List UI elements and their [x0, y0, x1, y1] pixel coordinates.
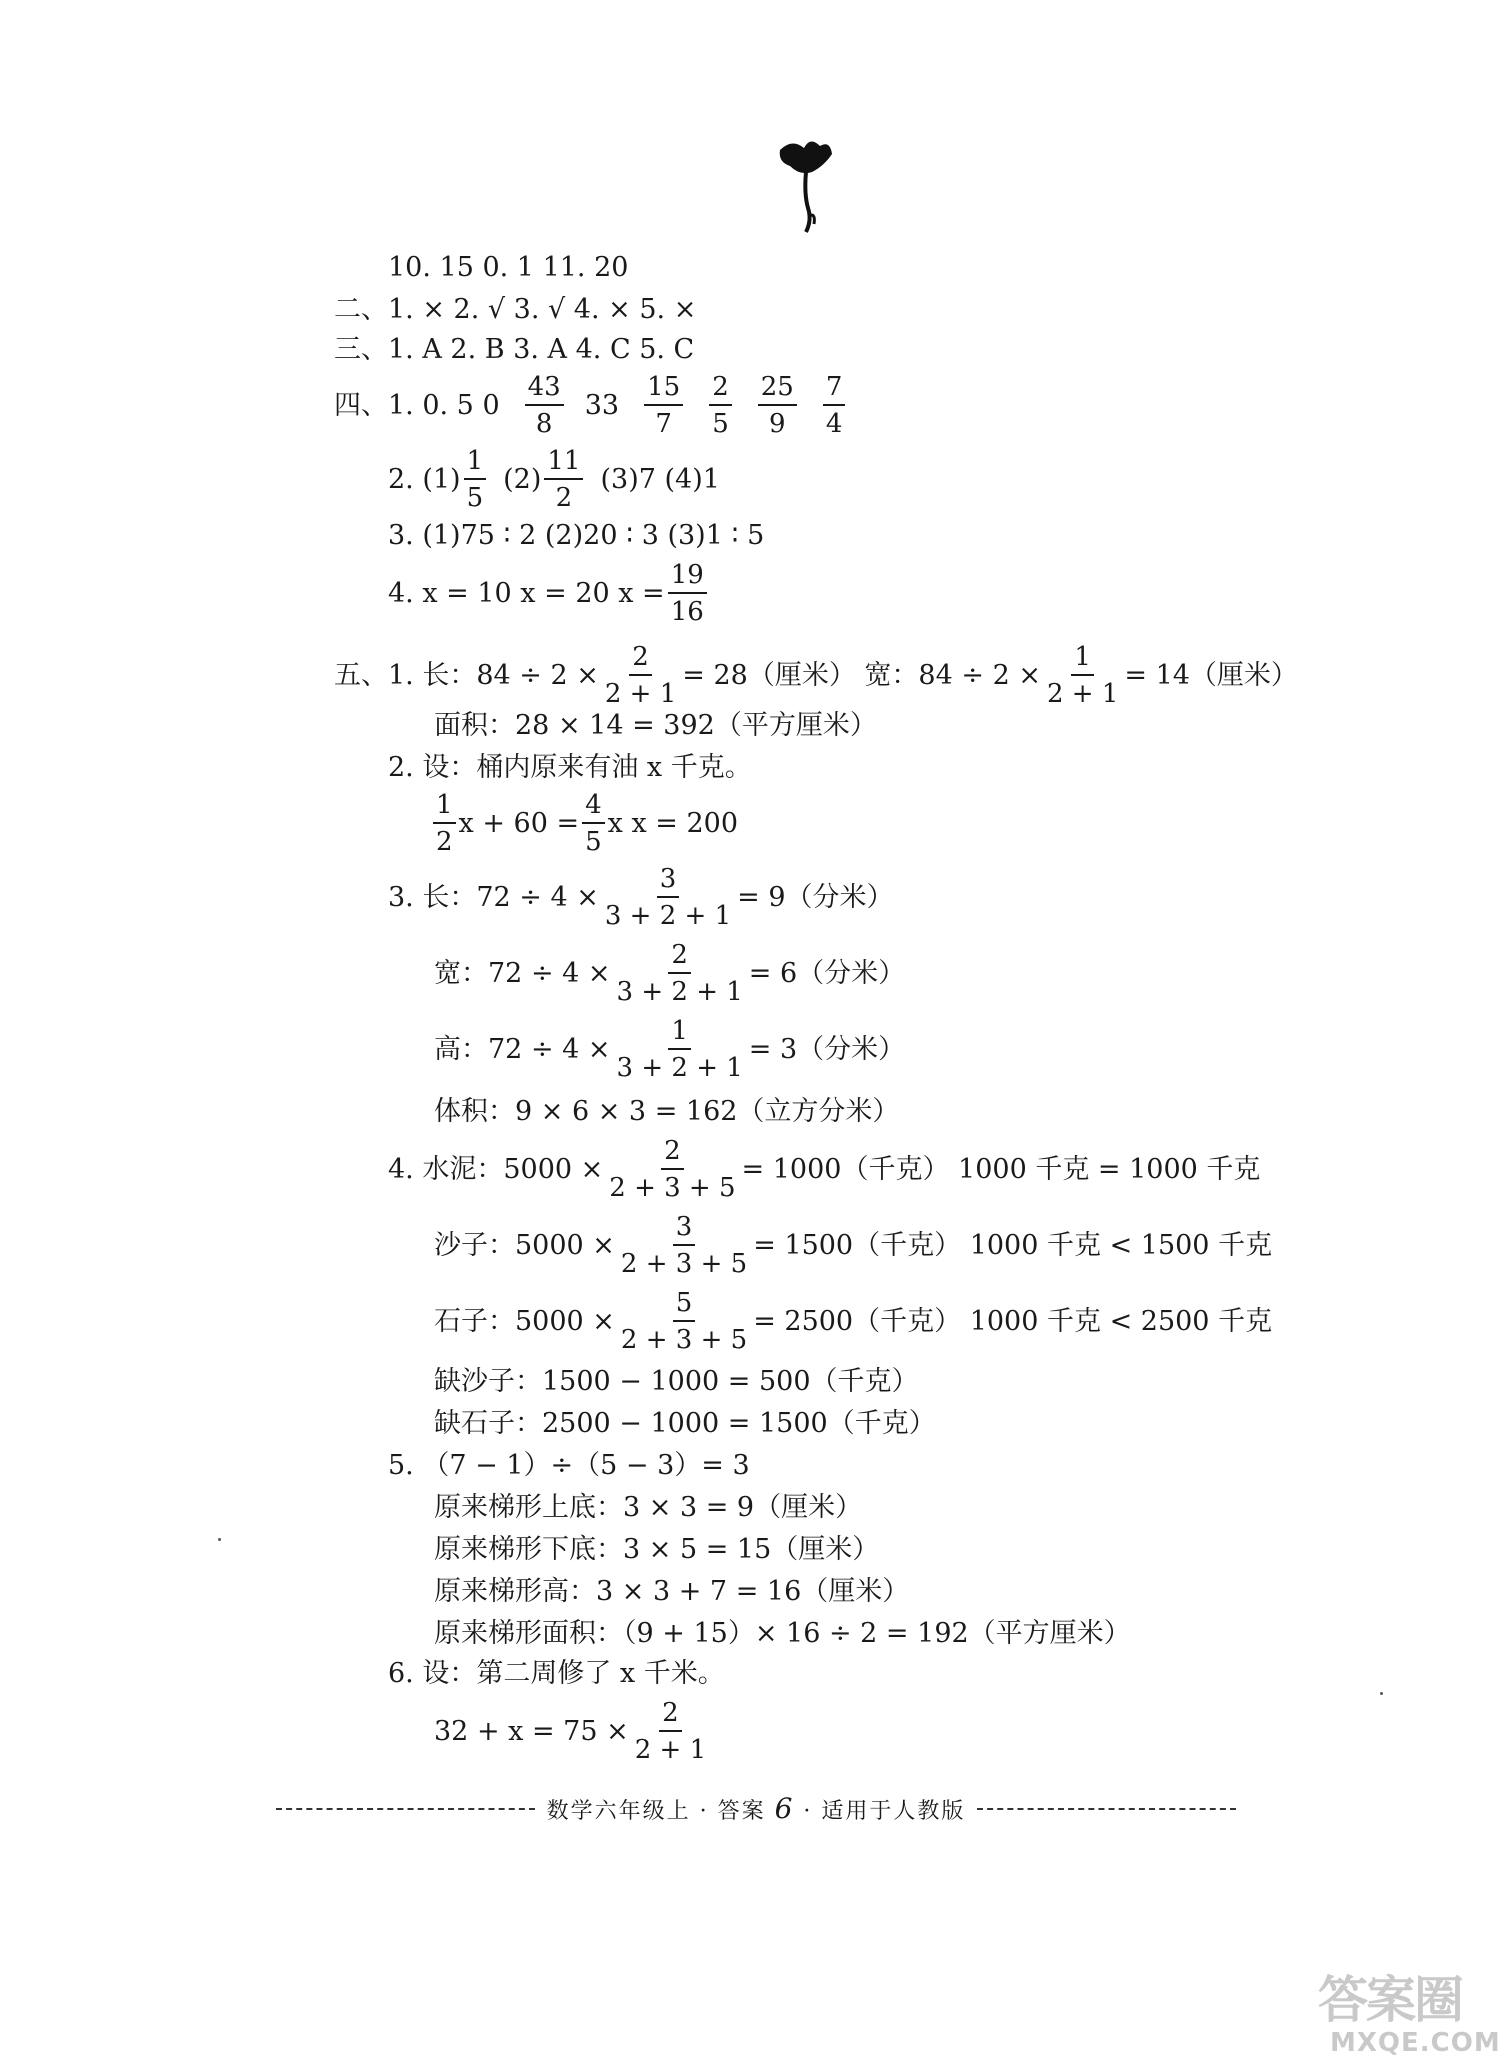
fraction: $\frac{11}{2}$	[544, 448, 583, 511]
section-5-q3-width: 宽：72 ÷ 4 × $\frac{2}{3 + 2 + 1}$ = 6（分米）	[434, 940, 906, 1007]
footer-divider-right	[977, 1808, 1236, 1810]
fraction: $\frac{19}{16}$	[668, 562, 707, 625]
section-4-q4: 4. x = 10 x = 20 x = $\frac{19}{16}$	[388, 562, 710, 625]
section-5-q4-sand: 沙子：5000 × $\frac{3}{2 + 3 + 5}$ = 1500（千克） 1000 千克 < 1500 千克	[434, 1212, 1273, 1279]
section-5-q5: 5. （7 − 1）÷（5 − 3）= 3	[388, 1450, 750, 1481]
section-5-q2-equation: $\frac{1}{2}$ x + 60 = $\frac{4}{5}$ x x = 200	[430, 792, 738, 855]
section-5-q6: 6. 设：第二周修了 x 千米。	[388, 1658, 725, 1689]
fraction: $\frac{1}{2}$	[433, 792, 456, 855]
fraction: $\frac{4}{5}$	[582, 792, 605, 855]
section-5-q3-height: 高：72 ÷ 4 × $\frac{1}{3 + 2 + 1}$ = 3（分米）	[434, 1016, 906, 1083]
section-5-q1-area: 面积：28 × 14 = 392（平方厘米）	[434, 710, 877, 741]
section-5-q3-length: 3. 长：72 ÷ 4 × $\frac{3}{3 + 2 + 1}$ = 9（分米）	[388, 864, 894, 931]
section-5-q6-equation: 32 + x = 75 × $\frac{2}{2 + 1}$	[434, 1700, 712, 1763]
footer-divider-left	[276, 1808, 535, 1810]
watermark-logo: 答案圈 MXQE.COM	[1318, 1971, 1501, 2058]
section-3-answers: 三、1. A 2. B 3. A 4. C 5. C	[334, 334, 695, 365]
section-5-q3-volume: 体积：9 × 6 × 3 = 162（立方分米）	[434, 1096, 900, 1127]
fraction: $\frac{7}{4}$	[823, 374, 846, 437]
answer-line-10-11: 10. 15 0. 1 11. 20	[388, 252, 629, 283]
fraction: $\frac{43}{8}$	[525, 374, 564, 437]
section-5-q5-height: 原来梯形高：3 × 3 + 7 = 16（厘米）	[434, 1576, 910, 1607]
fraction: $\frac{15}{7}$	[644, 374, 683, 437]
section-4-q1: 四、1. 0. 5 0 $\frac{43}{8}$ 33 $\frac{15}{7}$ $\frac{2}{5}$ $\frac{25}{9}$ $\frac{7}{4}$	[334, 374, 848, 437]
section-5-q5-bottom: 原来梯形下底：3 × 5 = 15（厘米）	[434, 1534, 880, 1565]
section-5-q2: 2. 设：桶内原来有油 x 千克。	[388, 752, 752, 783]
section-5-q4-cement: 4. 水泥：5000 × $\frac{2}{2 + 3 + 5}$ = 1000（千克） 1000 千克 = 1000 千克	[388, 1136, 1261, 1203]
fraction: $\frac{3}{2 + 3 + 5}$	[620, 1212, 748, 1279]
scan-speck	[218, 1538, 221, 1541]
section-4-q2: 2. (1) $\frac{1}{5}$ (2) $\frac{11}{2}$ (3)7 (4)1	[388, 446, 720, 513]
page-footer	[276, 1792, 1236, 1825]
fraction: $\frac{2}{2 + 1}$	[634, 1698, 707, 1765]
section-5-q5-area: 原来梯形面积：（9 + 15）× 16 ÷ 2 = 192（平方厘米）	[434, 1618, 1131, 1649]
scan-speck	[1380, 1692, 1383, 1695]
flower-ornament-icon	[770, 136, 840, 236]
fraction: $\frac{5}{2 + 3 + 5}$	[620, 1288, 748, 1355]
fraction: $\frac{1}{3 + 2 + 1}$	[616, 1016, 743, 1083]
fraction: $\frac{3}{3 + 2 + 1}$	[604, 864, 732, 931]
fraction: $\frac{2}{3 + 2 + 1}$	[616, 940, 743, 1007]
section-4-q3: 3. (1)75 ∶ 2 (2)20 ∶ 3 (3)1 ∶ 5	[388, 520, 765, 551]
fraction: $\frac{1}{5}$	[464, 448, 487, 511]
section-5-q5-top: 原来梯形上底：3 × 3 = 9（厘米）	[434, 1492, 863, 1523]
footer-text: 数学六年级上 · 答案 6 · 适用于人教版	[546, 1792, 966, 1825]
fraction: $\frac{2}{5}$	[709, 374, 732, 437]
fraction: $\frac{2}{2 + 1}$	[604, 642, 677, 709]
section-5-q4-stone: 石子：5000 × $\frac{5}{2 + 3 + 5}$ = 2500（千克） 1000 千克 < 2500 千克	[434, 1288, 1273, 1355]
page-number: 6	[774, 1792, 795, 1825]
section-2-answers: 二、1. × 2. √ 3. √ 4. × 5. ×	[334, 294, 697, 325]
fraction: $\frac{25}{9}$	[758, 374, 797, 437]
fraction: $\frac{1}{2 + 1}$	[1046, 642, 1119, 709]
section-5-q4-lack-sand: 缺沙子：1500 − 1000 = 500（千克）	[434, 1366, 919, 1397]
section-5-q4-lack-stone: 缺石子：2500 − 1000 = 1500（千克）	[434, 1408, 936, 1439]
section-5-q1: 五、1. 长：84 ÷ 2 × $\frac{2}{2 + 1}$ = 28（厘米） 宽：84 ÷ 2 × $\frac{1}{2 + 1}$ = 14（厘米）	[334, 642, 1298, 709]
fraction: $\frac{2}{2 + 3 + 5}$	[609, 1136, 736, 1203]
